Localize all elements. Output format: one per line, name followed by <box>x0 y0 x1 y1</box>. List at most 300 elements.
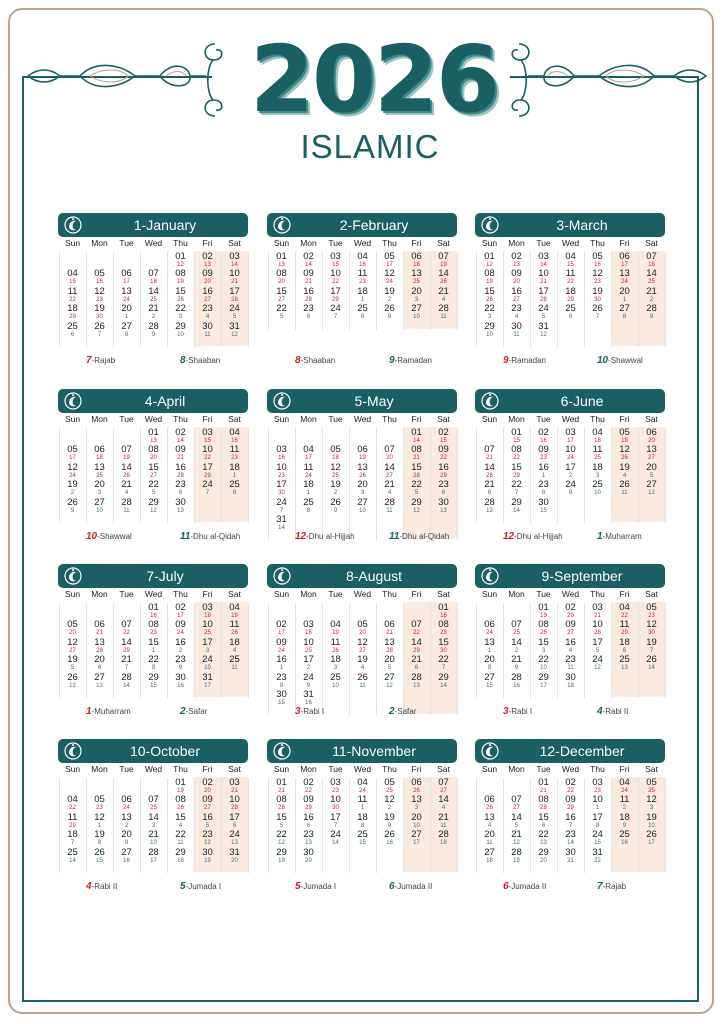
hijri-day: 7 <box>333 314 338 321</box>
gregorian-day: 22 <box>538 654 549 666</box>
hijri-day: 28 <box>231 805 238 812</box>
hijri-day: 2 <box>622 805 627 812</box>
weekday-label: Sat <box>437 589 450 599</box>
month-name: 2-February <box>339 217 409 233</box>
weekday-label: Fri <box>202 414 213 424</box>
hijri-day: 19 <box>440 262 447 268</box>
gregorian-day: 20 <box>484 829 495 841</box>
hijri-day: 29 <box>513 472 520 479</box>
month-header <box>267 389 457 413</box>
gregorian-day: 22 <box>511 479 522 491</box>
gregorian-day: 25 <box>67 320 78 332</box>
weekday-label: Sat <box>645 589 658 599</box>
hijri-month-first <box>86 881 117 892</box>
gregorian-day: 19 <box>357 654 368 666</box>
gregorian-day: 04 <box>565 251 576 262</box>
hijri-day: 15 <box>278 700 285 706</box>
hijri-day: 4 <box>360 665 365 672</box>
gregorian-day: 01 <box>276 777 287 788</box>
weekday-label: Mon <box>300 238 317 248</box>
gregorian-day: 15 <box>175 811 186 823</box>
gregorian-day: 19 <box>67 479 78 491</box>
hijri-day: 2 <box>178 647 183 654</box>
gregorian-day: 20 <box>646 461 657 473</box>
hijri-day: 11 <box>359 682 366 689</box>
gregorian-day: 10 <box>202 619 213 631</box>
gregorian-day: 13 <box>484 636 495 648</box>
hijri-day: 26 <box>177 805 184 812</box>
gregorian-day: 16 <box>538 461 549 473</box>
hijri-day: 4 <box>232 647 237 654</box>
gregorian-day: 22 <box>148 654 159 666</box>
hijri-day: 18 <box>413 262 420 268</box>
hijri-month-name: -Rabi II <box>91 882 118 891</box>
hijri-month-name: -Dhu al-Qidah <box>190 532 241 541</box>
hijri-day: 13 <box>540 840 547 847</box>
gregorian-day: 04 <box>303 444 314 456</box>
grid-line <box>665 428 666 523</box>
hijri-day: 22 <box>204 455 211 462</box>
hijri-day: 6 <box>414 665 419 672</box>
hijri-month-name: -Rabi II <box>602 707 629 716</box>
weekday-label: Thu <box>173 414 188 424</box>
gregorian-day: 08 <box>538 794 549 806</box>
hijri-month-first <box>295 355 335 366</box>
hijri-day: 28 <box>278 805 285 812</box>
hijri-month-second <box>389 706 416 717</box>
gregorian-day: 02 <box>175 602 186 613</box>
gregorian-day: 12 <box>592 268 603 280</box>
hijri-day: 10 <box>96 507 103 514</box>
month-name: 5-May <box>354 393 394 409</box>
hijri-day: 10 <box>540 665 547 672</box>
gregorian-day: 11 <box>229 619 240 631</box>
hijri-day: 18 <box>204 613 211 619</box>
crescent-emblem-icon <box>480 741 500 761</box>
hijri-day: 7 <box>279 507 284 514</box>
hijri-month-name: -Dhu al-Qidah <box>399 532 450 541</box>
gregorian-day: 10 <box>330 794 341 806</box>
hijri-day: 4 <box>487 822 492 829</box>
hijri-day: 8 <box>541 490 546 497</box>
gregorian-day: 19 <box>592 285 603 297</box>
hijri-day: 29 <box>567 805 574 812</box>
weekday-label: Mon <box>91 414 108 424</box>
hijri-day: 16 <box>440 613 447 619</box>
month-panel <box>267 213 457 373</box>
hijri-day: 28 <box>177 472 184 479</box>
gregorian-day: 25 <box>565 303 576 315</box>
hijri-day: 23 <box>648 613 655 619</box>
gregorian-day: 08 <box>175 268 186 280</box>
hijri-day: 9 <box>649 314 654 321</box>
gregorian-day: 02 <box>303 251 314 262</box>
hijri-day: 1 <box>306 490 311 497</box>
gregorian-day: 05 <box>619 427 630 438</box>
weekday-label: Wed <box>144 414 163 424</box>
hijri-day: 23 <box>594 788 601 794</box>
gregorian-day: 26 <box>67 671 78 683</box>
gregorian-day: 10 <box>303 636 314 648</box>
weekday-label: Sat <box>228 414 241 424</box>
weekday-label: Wed <box>353 764 372 774</box>
gregorian-day: 03 <box>592 602 603 613</box>
month-header <box>475 739 665 763</box>
gregorian-day: 10 <box>229 268 240 280</box>
hijri-day: 16 <box>621 840 628 847</box>
gregorian-day: 11 <box>330 636 341 648</box>
gregorian-day: 01 <box>175 777 186 788</box>
hijri-day: 28 <box>305 296 312 303</box>
hijri-day: 1 <box>541 472 546 479</box>
hijri-month-number: 8 <box>180 355 186 366</box>
gregorian-day: 24 <box>202 479 213 491</box>
hijri-day: 29 <box>413 647 420 654</box>
gregorian-day: 06 <box>484 619 495 631</box>
hijri-day: 24 <box>567 455 574 462</box>
weekday-label: Mon <box>508 414 525 424</box>
hijri-day: 26 <box>359 472 366 479</box>
hijri-day: 19 <box>204 857 211 864</box>
hijri-day: 3 <box>595 472 600 479</box>
hijri-day: 24 <box>486 630 493 637</box>
hijri-day: 14 <box>177 438 184 444</box>
weekday-label: Mon <box>508 589 525 599</box>
weekday-label: Sun <box>64 589 81 599</box>
gregorian-day: 14 <box>646 268 657 280</box>
hijri-day: 13 <box>413 682 420 689</box>
gregorian-day: 21 <box>148 303 159 315</box>
hijri-day: 29 <box>440 472 447 479</box>
gregorian-day: 03 <box>592 777 603 788</box>
weekday-label: Tue <box>119 414 134 424</box>
hijri-day: 27 <box>386 472 393 479</box>
gregorian-day: 30 <box>538 496 549 508</box>
gregorian-day: 06 <box>619 251 630 262</box>
gregorian-day: 21 <box>411 654 422 666</box>
hijri-day: 13 <box>486 507 493 514</box>
gregorian-day: 12 <box>67 461 78 473</box>
hijri-month-name: -Shaaban <box>300 356 336 365</box>
gregorian-day: 16 <box>175 636 186 648</box>
gregorian-day: 06 <box>357 444 368 456</box>
hijri-month-number: 10 <box>597 355 609 366</box>
gregorian-day: 15 <box>148 636 159 648</box>
grid-line <box>457 252 458 330</box>
hijri-day: 10 <box>177 331 184 338</box>
crescent-emblem-icon <box>63 391 83 411</box>
hijri-day: 6 <box>97 665 102 672</box>
hijri-day: 20 <box>69 630 76 637</box>
weekday-label: Sat <box>645 764 658 774</box>
weekday-label: Sun <box>273 764 290 774</box>
hijri-day: 7 <box>568 822 573 829</box>
weekday-label: Sun <box>64 414 81 424</box>
gregorian-day: 15 <box>538 811 549 823</box>
hijri-day: 6 <box>622 647 627 654</box>
hijri-day: 22 <box>567 279 574 286</box>
weekday-label: Mon <box>300 589 317 599</box>
gregorian-day: 07 <box>484 444 495 456</box>
gregorian-day: 31 <box>229 846 240 858</box>
gregorian-day: 28 <box>411 671 422 683</box>
gregorian-day: 27 <box>619 303 630 315</box>
hijri-month-name: -Safar <box>185 707 208 716</box>
grid-line <box>665 603 666 698</box>
gregorian-day: 01 <box>276 251 287 262</box>
gregorian-day: 31 <box>592 846 603 858</box>
gregorian-day: 03 <box>202 602 213 613</box>
hijri-day: 27 <box>150 472 157 479</box>
hijri-day: 27 <box>513 805 520 812</box>
gregorian-day: 28 <box>384 496 395 508</box>
gregorian-day: 25 <box>619 829 630 841</box>
gregorian-day: 17 <box>303 654 314 666</box>
hijri-day: 20 <box>204 279 211 286</box>
month-name: 7-July <box>146 568 184 584</box>
hijri-day: 2 <box>649 296 654 303</box>
hijri-day: 24 <box>69 472 76 479</box>
hijri-month-second <box>180 881 221 892</box>
gregorian-day: 08 <box>511 444 522 456</box>
gregorian-day: 17 <box>330 285 341 297</box>
hijri-day: 27 <box>69 647 76 654</box>
gregorian-day: 09 <box>175 444 186 456</box>
gregorian-day: 06 <box>121 268 132 280</box>
hijri-day: 22 <box>123 630 130 637</box>
gregorian-day: 10 <box>229 794 240 806</box>
gregorian-day: 12 <box>67 636 78 648</box>
hijri-day: 14 <box>413 438 420 444</box>
hijri-day: 17 <box>386 262 393 268</box>
month-name: 3-March <box>556 217 608 233</box>
hijri-day: 19 <box>332 630 339 637</box>
gregorian-day: 16 <box>175 461 186 473</box>
gregorian-day: 10 <box>330 268 341 280</box>
gregorian-day: 29 <box>148 496 159 508</box>
weekday-label: Sun <box>273 238 290 248</box>
hijri-day: 7 <box>595 314 600 321</box>
gregorian-day: 17 <box>229 811 240 823</box>
gregorian-day: 01 <box>484 251 495 262</box>
ornament-right-icon <box>504 38 714 122</box>
month-panel <box>475 213 665 373</box>
hijri-day: 10 <box>150 840 157 847</box>
hijri-month-number: 5 <box>180 881 186 892</box>
gregorian-day: 21 <box>646 285 657 297</box>
gregorian-day: 04 <box>619 602 630 613</box>
hijri-day: 24 <box>621 788 628 794</box>
hijri-day: 5 <box>279 822 284 829</box>
hijri-day: 9 <box>622 822 627 829</box>
hijri-month-name: -Ramadan <box>508 356 546 365</box>
hijri-day: 2 <box>387 805 392 812</box>
month-panel <box>58 564 248 724</box>
hijri-day: 6 <box>441 490 446 497</box>
hijri-day: 3 <box>649 805 654 812</box>
gregorian-day: 02 <box>438 427 449 438</box>
crescent-emblem-icon <box>272 215 292 235</box>
hijri-day: 9 <box>514 665 519 672</box>
hijri-day: 5 <box>279 314 284 321</box>
weekday-label: Sun <box>481 764 498 774</box>
gregorian-day: 09 <box>202 794 213 806</box>
hijri-day: 2 <box>514 647 519 654</box>
hijri-day: 5 <box>541 314 546 321</box>
gregorian-day: 14 <box>384 461 395 473</box>
gregorian-day: 02 <box>511 251 522 262</box>
hijri-day: 27 <box>278 296 285 303</box>
hijri-day: 2 <box>387 296 392 303</box>
weekday-label: Wed <box>353 238 372 248</box>
hijri-day: 29 <box>69 822 76 829</box>
hijri-day: 17 <box>648 840 655 847</box>
gregorian-day: 08 <box>175 794 186 806</box>
gregorian-day: 11 <box>67 811 78 823</box>
gregorian-day: 07 <box>511 619 522 631</box>
gregorian-day: 22 <box>411 479 422 491</box>
weekday-label: Mon <box>91 764 108 774</box>
gregorian-day: 29 <box>538 846 549 858</box>
hijri-day: 17 <box>123 279 130 286</box>
gregorian-day: 29 <box>148 671 159 683</box>
hijri-day: 29 <box>204 472 211 479</box>
hijri-month-name: -Rabi I <box>300 707 325 716</box>
gregorian-day: 08 <box>438 619 449 631</box>
gregorian-day: 28 <box>438 303 449 315</box>
gregorian-day: 06 <box>121 794 132 806</box>
gregorian-day: 24 <box>229 829 240 841</box>
gregorian-day: 27 <box>384 671 395 683</box>
hijri-day: 21 <box>486 455 493 462</box>
hijri-day: 23 <box>594 279 601 286</box>
gregorian-day: 05 <box>330 444 341 456</box>
hijri-day: 5 <box>649 472 654 479</box>
weekday-label: Sat <box>437 238 450 248</box>
gregorian-day: 01 <box>411 427 422 438</box>
hijri-day: 3 <box>205 647 210 654</box>
hijri-month-second <box>597 531 642 542</box>
weekday-label: Thu <box>590 589 605 599</box>
gregorian-day: 16 <box>276 654 287 666</box>
hijri-day: 8 <box>487 665 492 672</box>
gregorian-day: 26 <box>384 829 395 841</box>
gregorian-day: 21 <box>511 654 522 666</box>
hijri-day: 18 <box>567 682 574 689</box>
ornament-left-icon <box>20 38 230 122</box>
weekday-label: Sat <box>437 414 450 424</box>
gregorian-day: 24 <box>276 496 287 508</box>
hijri-day: 16 <box>594 262 601 268</box>
hijri-day: 21 <box>96 630 103 637</box>
weekday-label: Sat <box>228 764 241 774</box>
gregorian-day: 01 <box>538 602 549 613</box>
gregorian-day: 29 <box>538 671 549 683</box>
gregorian-day: 17 <box>592 636 603 648</box>
hijri-day: 14 <box>440 682 447 689</box>
hijri-day: 22 <box>567 788 574 794</box>
weekday-label: Wed <box>144 589 163 599</box>
month-header <box>267 213 457 237</box>
gregorian-day: 05 <box>67 444 78 456</box>
gregorian-day: 07 <box>121 444 132 456</box>
hijri-month-first <box>503 355 546 366</box>
weekday-label: Fri <box>202 238 213 248</box>
hijri-day: 14 <box>123 682 130 689</box>
hijri-day: 20 <box>305 857 312 864</box>
hijri-month-number: 1 <box>86 706 92 717</box>
hijri-day: 19 <box>231 613 238 619</box>
gregorian-day: 15 <box>276 285 287 297</box>
gregorian-day: 30 <box>175 671 186 683</box>
gregorian-day: 25 <box>229 479 240 491</box>
hijri-day: 22 <box>305 788 312 794</box>
gregorian-day: 24 <box>330 303 341 315</box>
hijri-day: 7 <box>514 490 519 497</box>
hijri-day: 11 <box>123 507 130 514</box>
gregorian-day: 30 <box>303 846 314 858</box>
gregorian-day: 06 <box>94 619 105 631</box>
weekday-label: Sun <box>481 414 498 424</box>
hijri-month-name: -Dhu al-Hijjah <box>514 532 563 541</box>
gregorian-day: 29 <box>511 496 522 508</box>
gregorian-day: 08 <box>148 619 159 631</box>
hijri-day: 3 <box>360 490 365 497</box>
weekday-label: Wed <box>561 764 580 774</box>
hijri-day: 14 <box>332 840 339 847</box>
gregorian-day: 27 <box>94 496 105 508</box>
gregorian-day: 12 <box>357 636 368 648</box>
weekday-label: Wed <box>144 238 163 248</box>
hijri-day: 24 <box>278 647 285 654</box>
hijri-month-name: -Rabi I <box>508 707 533 716</box>
hijri-day: 21 <box>413 455 420 462</box>
gregorian-day: 08 <box>411 444 422 456</box>
hijri-day: 12 <box>231 331 238 338</box>
hijri-day: 25 <box>648 279 655 286</box>
crescent-emblem-icon <box>63 741 83 761</box>
crescent-emblem-icon <box>63 215 83 235</box>
hijri-day: 30 <box>96 314 103 321</box>
hijri-day: 4 <box>514 314 519 321</box>
weekday-label: Thu <box>590 238 605 248</box>
gregorian-day: 28 <box>148 846 159 858</box>
weekday-label: Sun <box>481 238 498 248</box>
gregorian-day: 13 <box>411 268 422 280</box>
weekday-label: Mon <box>508 764 525 774</box>
hijri-day: 12 <box>278 840 285 847</box>
weekday-label: Thu <box>173 764 188 774</box>
crescent-emblem-icon <box>272 741 292 761</box>
weekday-label: Sun <box>481 589 498 599</box>
hijri-day: 6 <box>568 314 573 321</box>
hijri-month-number: 7 <box>597 881 603 892</box>
gregorian-day: 04 <box>619 777 630 788</box>
gregorian-day: 18 <box>229 461 240 473</box>
weekday-label: Tue <box>119 764 134 774</box>
gregorian-day: 28 <box>121 671 132 683</box>
gregorian-day: 24 <box>202 654 213 666</box>
hijri-month-name: -Shawwal <box>608 356 643 365</box>
gregorian-day: 17 <box>276 479 287 491</box>
hijri-day: 14 <box>231 262 238 268</box>
hijri-day: 22 <box>413 630 420 637</box>
crescent-emblem-icon <box>272 391 292 411</box>
year-title: 2026 <box>250 26 499 133</box>
gregorian-day: 27 <box>94 671 105 683</box>
month-name: 1-January <box>133 217 197 233</box>
hijri-day: 26 <box>231 630 238 637</box>
